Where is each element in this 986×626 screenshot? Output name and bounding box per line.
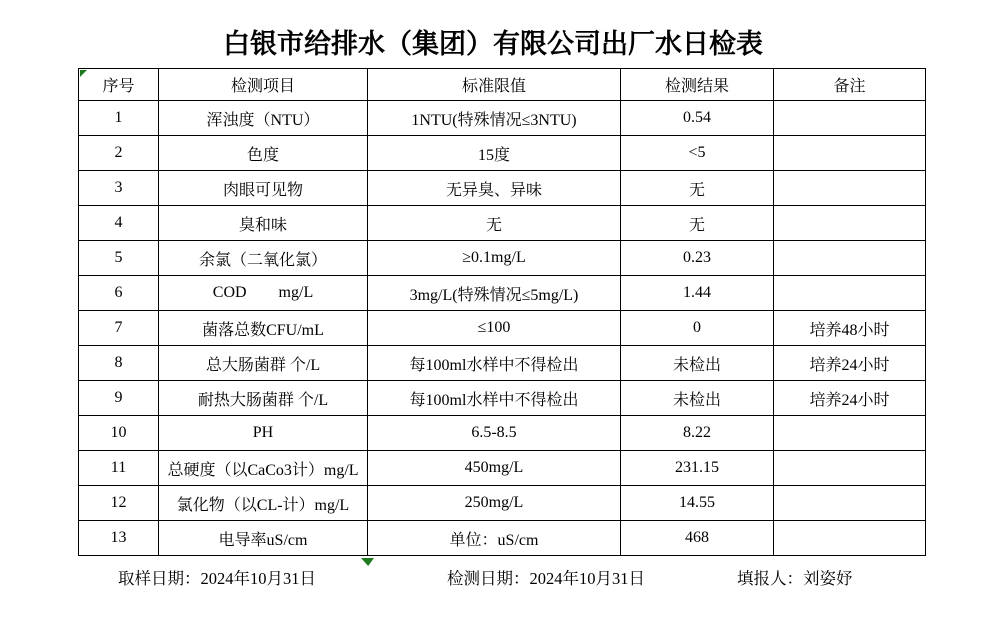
column-header-note: 备注 — [774, 69, 926, 101]
cell-result: 0 — [621, 311, 774, 346]
cell-note — [774, 206, 926, 241]
column-header-index: 序号 — [79, 69, 159, 101]
cell-note: 培养48小时 — [774, 311, 926, 346]
table-head — [79, 69, 926, 101]
cell-item: 色度 — [159, 136, 368, 171]
cell-result: 未检出 — [621, 346, 774, 381]
cell-index: 10 — [79, 416, 159, 451]
cell-note — [774, 521, 926, 556]
cell-limit: 每100ml水样中不得检出 — [368, 381, 621, 416]
cell-index: 1 — [79, 101, 159, 136]
cell-limit: ≥0.1mg/L — [368, 241, 621, 276]
cell-item: 臭和味 — [159, 206, 368, 241]
sampling-date-label: 取样日期： — [118, 569, 201, 588]
sampling-date — [118, 565, 316, 589]
cell-limit: ≤100 — [368, 311, 621, 346]
table-row — [79, 101, 926, 136]
cell-index: 4 — [79, 206, 159, 241]
cell-limit: 3mg/L(特殊情况≤5mg/L) — [368, 276, 621, 311]
table-row — [79, 486, 926, 521]
cell-index: 12 — [79, 486, 159, 521]
table-row — [79, 241, 926, 276]
table-row — [79, 276, 926, 311]
cell-note — [774, 171, 926, 206]
cell-item: 浑浊度（NTU） — [159, 101, 368, 136]
table-row — [79, 206, 926, 241]
cell-index: 13 — [79, 521, 159, 556]
cell-result: 0.23 — [621, 241, 774, 276]
cell-item: PH — [159, 416, 368, 451]
test-date-value: 2024年10月31日 — [529, 569, 645, 588]
cell-note: 培养24小时 — [774, 346, 926, 381]
column-header-result: 检测结果 — [621, 69, 774, 101]
table-row — [79, 381, 926, 416]
table-body — [79, 101, 926, 556]
cell-result: 无 — [621, 171, 774, 206]
cell-result: 8.22 — [621, 416, 774, 451]
cell-item: 菌落总数CFU/mL — [159, 311, 368, 346]
cell-limit: 每100ml水样中不得检出 — [368, 346, 621, 381]
cell-item: 耐热大肠菌群 个/L — [159, 381, 368, 416]
cell-limit: 单位：uS/cm — [368, 521, 621, 556]
cell-note — [774, 416, 926, 451]
reporter — [737, 565, 853, 589]
cell-index: 5 — [79, 241, 159, 276]
cell-item: 总硬度（以CaCo3计）mg/L — [159, 451, 368, 486]
cell-item: 电导率uS/cm — [159, 521, 368, 556]
cell-index: 3 — [79, 171, 159, 206]
cell-note — [774, 276, 926, 311]
cell-item: 氯化物（以CL-计）mg/L — [159, 486, 368, 521]
cell-limit: 15度 — [368, 136, 621, 171]
reporter-value: 刘姿妤 — [803, 569, 853, 588]
cell-result: 0.54 — [621, 101, 774, 136]
green-triangle-icon — [361, 558, 374, 566]
cell-item: 总大肠菌群 个/L — [159, 346, 368, 381]
cell-result: 14.55 — [621, 486, 774, 521]
cell-result: 无 — [621, 206, 774, 241]
cell-note: 培养24小时 — [774, 381, 926, 416]
inspection-table — [78, 68, 926, 556]
cell-note — [774, 136, 926, 171]
table-row — [79, 521, 926, 556]
table-row — [79, 171, 926, 206]
table-row — [79, 136, 926, 171]
cell-result: 231.15 — [621, 451, 774, 486]
reporter-label: 填报人： — [737, 569, 803, 588]
cell-limit: 6.5-8.5 — [368, 416, 621, 451]
cell-note — [774, 241, 926, 276]
table-row — [79, 416, 926, 451]
column-header-item: 检测项目 — [159, 69, 368, 101]
table-row — [79, 311, 926, 346]
cell-result: <5 — [621, 136, 774, 171]
cell-limit: 无 — [368, 206, 621, 241]
cell-limit: 无异臭、异味 — [368, 171, 621, 206]
table-header-row — [79, 69, 926, 101]
cell-limit: 250mg/L — [368, 486, 621, 521]
cell-note — [774, 486, 926, 521]
cell-item: 余氯（二氧化氯） — [159, 241, 368, 276]
column-header-limit: 标准限值 — [368, 69, 621, 101]
table-row — [79, 451, 926, 486]
cell-limit: 450mg/L — [368, 451, 621, 486]
cell-index: 6 — [79, 276, 159, 311]
cell-note — [774, 101, 926, 136]
cell-item: 肉眼可见物 — [159, 171, 368, 206]
test-date-label: 检测日期： — [447, 569, 530, 588]
cell-item: COD mg/L — [159, 276, 368, 311]
cell-result: 468 — [621, 521, 774, 556]
sampling-date-value: 2024年10月31日 — [200, 569, 316, 588]
cell-index: 11 — [79, 451, 159, 486]
cell-index: 8 — [79, 346, 159, 381]
table-row — [79, 346, 926, 381]
cell-result: 1.44 — [621, 276, 774, 311]
cell-index: 7 — [79, 311, 159, 346]
page-title: 白银市给排水（集团）有限公司出厂水日检表 — [223, 29, 763, 59]
test-date — [447, 565, 645, 589]
cell-index: 9 — [79, 381, 159, 416]
cell-limit: 1NTU(特殊情况≤3NTU) — [368, 101, 621, 136]
cell-result: 未检出 — [621, 381, 774, 416]
cell-index: 2 — [79, 136, 159, 171]
cell-note — [774, 451, 926, 486]
